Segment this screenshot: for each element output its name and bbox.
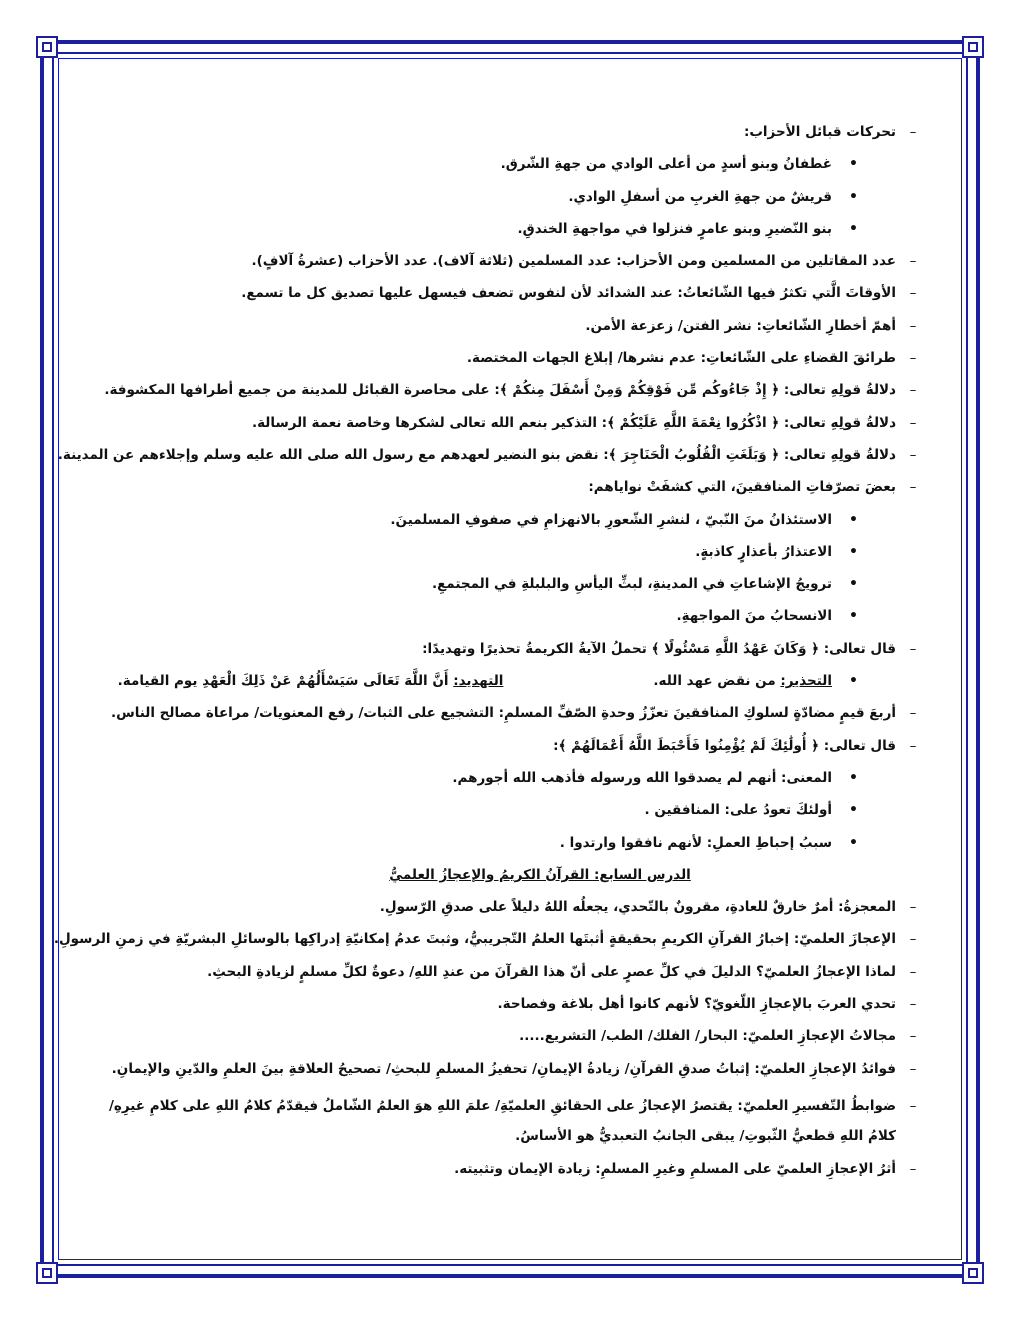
list-item	[90, 413, 920, 433]
dot-bullet: •	[849, 156, 858, 173]
list-item-text: دلالةُ قولِهِ تعالى: ﴿ اذْكُرُوا نِعْمَةَ اللَّهِ عَلَيْكُمْ ﴾: التذكير بنعم الله تعالى لشكرها وخاصة نعمة الرسالة.	[251, 414, 896, 431]
sub-list-item-text: الاستئذانُ منَ النّبيّ ، لنشرِ الشّعورِ بالانهزامِ في صفوفِ المسلمينَ.	[390, 511, 832, 528]
dash-bullet: –	[909, 1160, 917, 1177]
list-item-text: عدد المقاتلين من المسلمين ومن الأحزاب: عدد المسلمين (ثلاثة آلاف). عدد الأحزاب (عشرةُ آلافٍ).	[251, 253, 896, 270]
list-item	[90, 994, 920, 1014]
list-item	[90, 283, 920, 303]
sub-list-item-text: سببُ إحباطِ العملِ: لأنهم نافقوا وارتدوا .	[559, 834, 832, 851]
list-item	[90, 122, 920, 142]
sub-list-item	[90, 833, 920, 853]
dash-bullet: –	[909, 446, 917, 463]
list-item	[57, 445, 920, 465]
dash-bullet: –	[909, 931, 917, 948]
list-item-text: أهمّ أخطارِ الشّائعاتِ: نشر الفتن/ زعزعة الأمن.	[585, 317, 896, 334]
dash-bullet: –	[909, 996, 917, 1013]
list-item-text: طرائقَ القضاءِ على الشّائعاتِ: عدم نشرها/ إبلاغ الجهات المختصة.	[466, 350, 896, 367]
list-item	[90, 477, 920, 497]
dash-bullet: –	[909, 963, 917, 980]
list-item-text: الأوقاتَ الَّتي تكثرُ فيها الشّائعاتُ: عند الشدائد لأن لنفوس تضعف فيسهل عليها تصديق كل ما تسمع.	[241, 285, 896, 302]
dash-bullet: –	[909, 350, 917, 367]
dot-bullet: •	[849, 608, 858, 625]
list-item-text: قال تعالى: ﴿ وَكَانَ عَهْدُ اللَّهِ مَسْئُولًا ﴾ تحملُ الآيةُ الكريمةُ تحذيرًا وتهديدًا:	[422, 640, 896, 657]
list-item-text: بعضَ تصرّفاتِ المنافقينَ، التي كشفَتْ نواياهم:	[588, 479, 896, 496]
border-corner-ornament	[962, 1262, 984, 1284]
list-item-text: فوائدُ الإعجازِ العلميّ: إثباتُ صدقِ القرآنِ/ زيادةُ الإيمانِ/ تحفيزُ المسلمِ للبحثِ/ تصحيحُ العلاقةِ بينَ العلمِ والدّينِ والإيمانِ.	[111, 1060, 896, 1077]
list-item	[90, 380, 920, 400]
list-item-text: لماذا الإعجازُ العلميّ؟ الدليلَ في كلِّ عصرٍ على أنّ هذا القرآنَ من عندِ اللهِ/ دعوةٌ لكلِّ مسلمٍ لزيادةِ البحثِ.	[207, 963, 896, 980]
dot-bullet: •	[849, 220, 858, 237]
study-notes	[53, 122, 920, 1191]
list-item	[90, 962, 920, 982]
list-item	[90, 348, 920, 368]
sub-list-item	[90, 671, 920, 691]
list-item-text: تحدي العربَ بالإعجازِ اللّغويّ؟ لأنهم كانوا أهل بلاغة وفصاحة.	[497, 996, 896, 1013]
dash-bullet: –	[909, 1060, 917, 1077]
list-item-text: قال تعالى: ﴿ أُولَٰئِكَ لَمْ يُؤْمِنُوا فَأَحْبَطَ اللَّهُ أَعْمَالَهُمْ ﴾:	[553, 737, 896, 754]
warning-text: من نقض عهد الله.	[653, 673, 781, 690]
dash-bullet: –	[909, 253, 917, 270]
list-item-text: مجالاتُ الإعجازِ العلميّ: البحار/ الفلك/ الطب/ التشريع.....	[519, 1028, 896, 1045]
border-corner-ornament	[36, 36, 58, 58]
sub-list-item-text: بنو النّضيرِ وبنو عامرٍ فنزلوا في مواجهةِ الخندقِ.	[517, 220, 832, 237]
dash-bullet: –	[909, 1097, 917, 1114]
sub-list-item	[90, 768, 920, 788]
border-corner-ornament	[36, 1262, 58, 1284]
list-item	[53, 929, 920, 949]
dot-bullet: •	[849, 673, 858, 690]
list-item-text: الإعجازَ العلميّ: إخبارُ القرآنِ الكريمِ بحقيقةٍ أثبتَها العلمُ التّجريبيُّ، وثبتَ عدمُ إمكانيّةِ إدراكِها بالوسائلِ البشريّةِ في زمنِ الرسولِ.	[53, 931, 896, 948]
dash-bullet: –	[909, 737, 917, 754]
dot-bullet: •	[849, 834, 858, 851]
dash-bullet: –	[909, 640, 917, 657]
sub-list-item	[90, 606, 920, 626]
dash-bullet: –	[909, 479, 917, 496]
dash-bullet: –	[909, 285, 917, 302]
sub-list-item-text: غطفانُ وبنو أسدٍ من أعلى الوادي من جهةِ الشّرق.	[500, 156, 832, 173]
list-item	[90, 639, 920, 659]
dot-bullet: •	[849, 511, 858, 528]
list-item	[90, 1159, 920, 1179]
dash-bullet: –	[909, 899, 917, 916]
lesson-title: الدرس السابع: القرآنُ الكريمُ والإعجازُ العلميُّ	[389, 866, 691, 883]
list-item-text: ضوابطُ التّفسيرِ العلميّ: يقتصرُ الإعجازُ على الحقائقِ العلميّةِ/ علمَ اللهِ هوَ العلمُ الشّاملُ فيقدّمُ كلامُ اللهِ على كلامِ غيرِهِ/ كلامُ اللهِ قطعيُّ الثّبوتِ/ يبقى الجانبُ التعبديُّ هو الأساسُ.	[108, 1097, 896, 1144]
list-item	[90, 736, 920, 756]
dash-bullet: –	[909, 317, 917, 334]
sub-list-item-text: قريشٌ من جهةِ الغربِ من أسفلِ الوادي.	[568, 188, 832, 205]
list-item-text: دلالةُ قولِهِ تعالى: ﴿ وَبَلَغَتِ الْقُلُوبُ الْحَنَاجِرَ ﴾: نقض بنو النضير لعهدهم مع رسول الله صلى الله عليه وسلم وإجلاءهم عن المدينة.	[57, 446, 896, 463]
list-item	[90, 1059, 920, 1079]
sub-list-item	[90, 187, 920, 207]
list-item-text: دلالةُ قولِهِ تعالى: ﴿ إِذْ جَاءُوكُم مِّن فَوْقِكُمْ وَمِنْ أَسْفَلَ مِنكُمْ ﴾: على محاصرة القبائل للمدينة من جميع أطرافها المكشوفة.	[104, 382, 896, 399]
sub-list-item	[90, 510, 920, 530]
sub-list-item	[90, 542, 920, 562]
list-item	[90, 251, 920, 271]
sub-list-item	[90, 219, 920, 239]
warning-label: التحذير:	[780, 673, 832, 690]
sub-list-item-text: الاعتذارُ بأعذارٍ كاذبةٍ.	[695, 543, 832, 560]
sub-list-item	[90, 574, 920, 594]
sub-list-item	[90, 800, 920, 820]
sub-list-item-text: المعنى: أنهم لم يصدقوا الله ورسوله فأذهب الله أجورهم.	[452, 769, 832, 786]
list-item	[90, 316, 920, 336]
sub-list-item-text: أولئكَ تعودُ على: المنافقين .	[644, 802, 832, 819]
dash-bullet: –	[909, 382, 917, 399]
threat-label: التهديد:	[453, 673, 504, 690]
dot-bullet: •	[849, 769, 858, 786]
list-item	[90, 897, 920, 917]
dash-bullet: –	[909, 124, 917, 140]
dot-bullet: •	[849, 576, 858, 593]
dot-bullet: •	[849, 802, 858, 819]
list-item	[90, 703, 920, 723]
list-item-text: أربعَ قيمٍ مضادّةٍ لسلوكِ المنافقينَ تعزّزُ وحدةِ الصّفِّ المسلمِ: التشجيع على الثبات/ رفع المعنويات/ مراعاة مصالح الناس.	[110, 705, 896, 722]
border-corner-ornament	[962, 36, 984, 58]
dash-bullet: –	[909, 414, 917, 431]
sub-list-item-text: ترويجُ الإشاعاتِ في المدينةِ، لبثِّ اليأسِ والبلبلةِ في المجتمعِ.	[431, 576, 832, 593]
sub-list-item-text: الانسحابُ منَ المواجهةِ.	[676, 608, 832, 625]
dot-bullet: •	[849, 188, 858, 205]
dot-bullet: •	[849, 543, 858, 560]
list-item-text: تحركات قبائل الأحزاب:	[743, 124, 896, 140]
list-item	[90, 1026, 920, 1046]
threat-text: أَنَّ اللَّهَ تَعَالَى سَيَسْأَلُهُمْ عَنْ ذَلِكَ الْعَهْدِ يوم القيامة.	[117, 673, 454, 690]
dash-bullet: –	[909, 1028, 917, 1045]
dash-bullet: –	[909, 705, 917, 722]
list-item-text: أثرُ الإعجازِ العلميّ على المسلمِ وغيرِ المسلمِ: زيادة الإيمان وتثبيته.	[454, 1160, 896, 1177]
sub-list-item	[90, 154, 920, 174]
list-item	[90, 1091, 920, 1151]
list-item-text: المعجزةُ: أمرٌ خارقٌ للعادةِ، مقرونٌ بالتّحدي، يجعلُه اللهُ دليلاً على صدقِ الرّسولِ.	[379, 899, 896, 916]
